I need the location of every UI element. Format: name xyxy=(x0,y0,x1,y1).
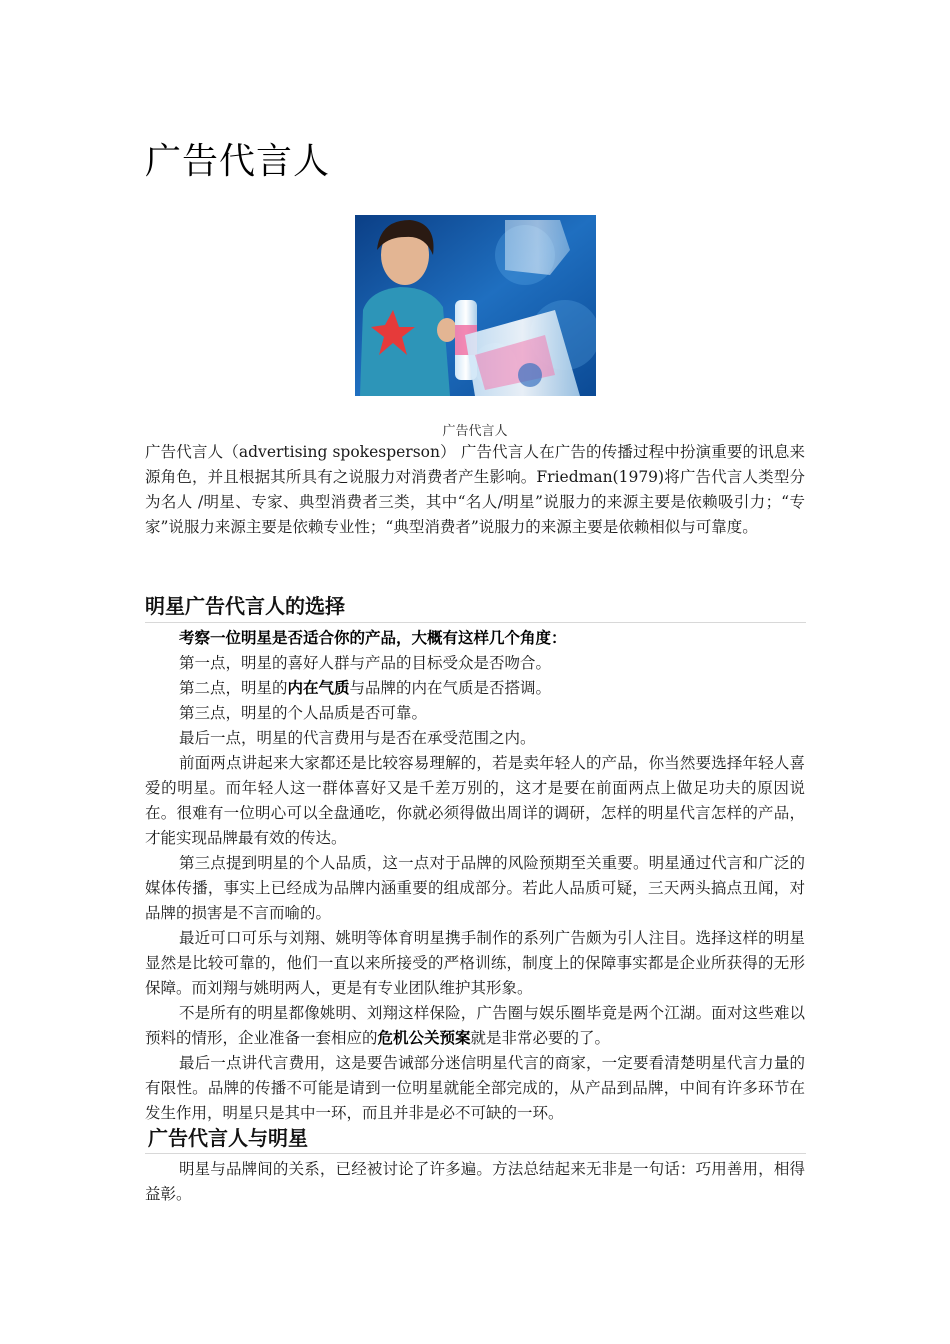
point-1: 第一点，明星的喜好人群与产品的目标受众是否吻合。 xyxy=(179,654,552,672)
section-heading-celebrity: 广告代言人与明星 xyxy=(148,1126,308,1150)
point-3: 第三点，明星的个人品质是否可靠。 xyxy=(179,704,428,722)
paragraph-3: 最近可口可乐与刘翔、姚明等体育明星携手制作的系列广告颇为引人注目。选择这样的明星显然是比较可靠的，他们一直以来所接受的严格训练，制度上的保障事实都是企业所获得的无形保障。而刘翔与姚明两人，更是有专业团队维护其形象。 xyxy=(145,929,805,997)
point-2-post: 与品牌的内在气质是否搭调。 xyxy=(349,679,552,697)
page-title: 广告代言人 xyxy=(145,141,331,182)
point-2-bold: 内在气质 xyxy=(287,679,350,697)
section-heading-selection: 明星广告代言人的选择 xyxy=(145,594,345,618)
paragraph-4-pre: 不是所有的明星都像姚明、刘翔这样保险，广告圈与娱乐圈毕竟是两个江湖。面对这些难以预料的情形，企业准备一套相应的 xyxy=(145,1004,805,1047)
paragraph-4 xyxy=(145,1001,805,1051)
celebrity-paragraph: 明星与品牌间的关系，已经被讨论了许多遍。方法总结起来无非是一句话：巧用善用，相得益彰。 xyxy=(145,1160,805,1203)
lead-bold: 考察一位明星是否适合你的产品，大概有这样几个角度： xyxy=(179,628,567,647)
intro-paragraph: 广告代言人（advertising spokesperson） 广告代言人在广告的传播过程中扮演重要的讯息来源角色，并且根据其所具有之说服力对消费者产生影响。Friedman(1979)将广告代言人类型分为名人 /明星、专家、典型消费者三类，其中“名人/明星”说服力的来源主要是依赖吸引力；“专家”说服力来源主要是依赖专业性；“典型消费者”说服力的来源主要是依赖相似与可靠度。 xyxy=(145,443,805,536)
section-celebrity-body xyxy=(145,1157,805,1207)
paragraph-5: 最后一点讲代言费用，这是要告诫部分迷信明星代言的商家，一定要看清楚明星代言力量的有限性。品牌的传播不可能是请到一位明星就能全部完成的，从产品到品牌，中间有许多环节在发生作用，明星只是其中一环，而且并非是必不可缺的一环。 xyxy=(145,1054,805,1122)
section-selection-body xyxy=(145,625,805,1126)
section-divider xyxy=(145,622,806,623)
lead-sentence xyxy=(145,625,805,651)
point-4: 最后一点，明星的代言费用与是否在承受范围之内。 xyxy=(179,729,536,747)
paragraph-4-post: 就是非常必要的了。 xyxy=(470,1029,611,1047)
section-divider-2 xyxy=(145,1153,806,1154)
point-2-pre: 第二点，明星的 xyxy=(179,679,288,697)
intro-paragraph-block xyxy=(145,440,805,540)
point-2 xyxy=(145,676,805,701)
spokesperson-photo xyxy=(355,215,596,396)
crisis-pr-link: 危机公关预案 xyxy=(377,1029,471,1047)
paragraph-2: 第三点提到明星的个人品质，这一点对于品牌的风险预期至关重要。明星通过代言和广泛的媒体传播，事实上已经成为品牌内涵重要的组成部分。若此人品质可疑，三天两头搞点丑闻，对品牌的损害是不言而喻的。 xyxy=(145,854,805,922)
figure-caption: 广告代言人 xyxy=(442,424,508,439)
paragraph-1: 前面两点讲起来大家都还是比较容易理解的，若是卖年轻人的产品，你当然要选择年轻人喜爱的明星。而年轻人这一群体喜好又是千差万别的，这才是要在前面两点上做足功夫的原因说在。很难有一位明心可以全盘通吃，你就必须得做出周详的调研，怎样的明星代言怎样的产品，才能实现品牌最有效的传达。 xyxy=(145,754,805,847)
